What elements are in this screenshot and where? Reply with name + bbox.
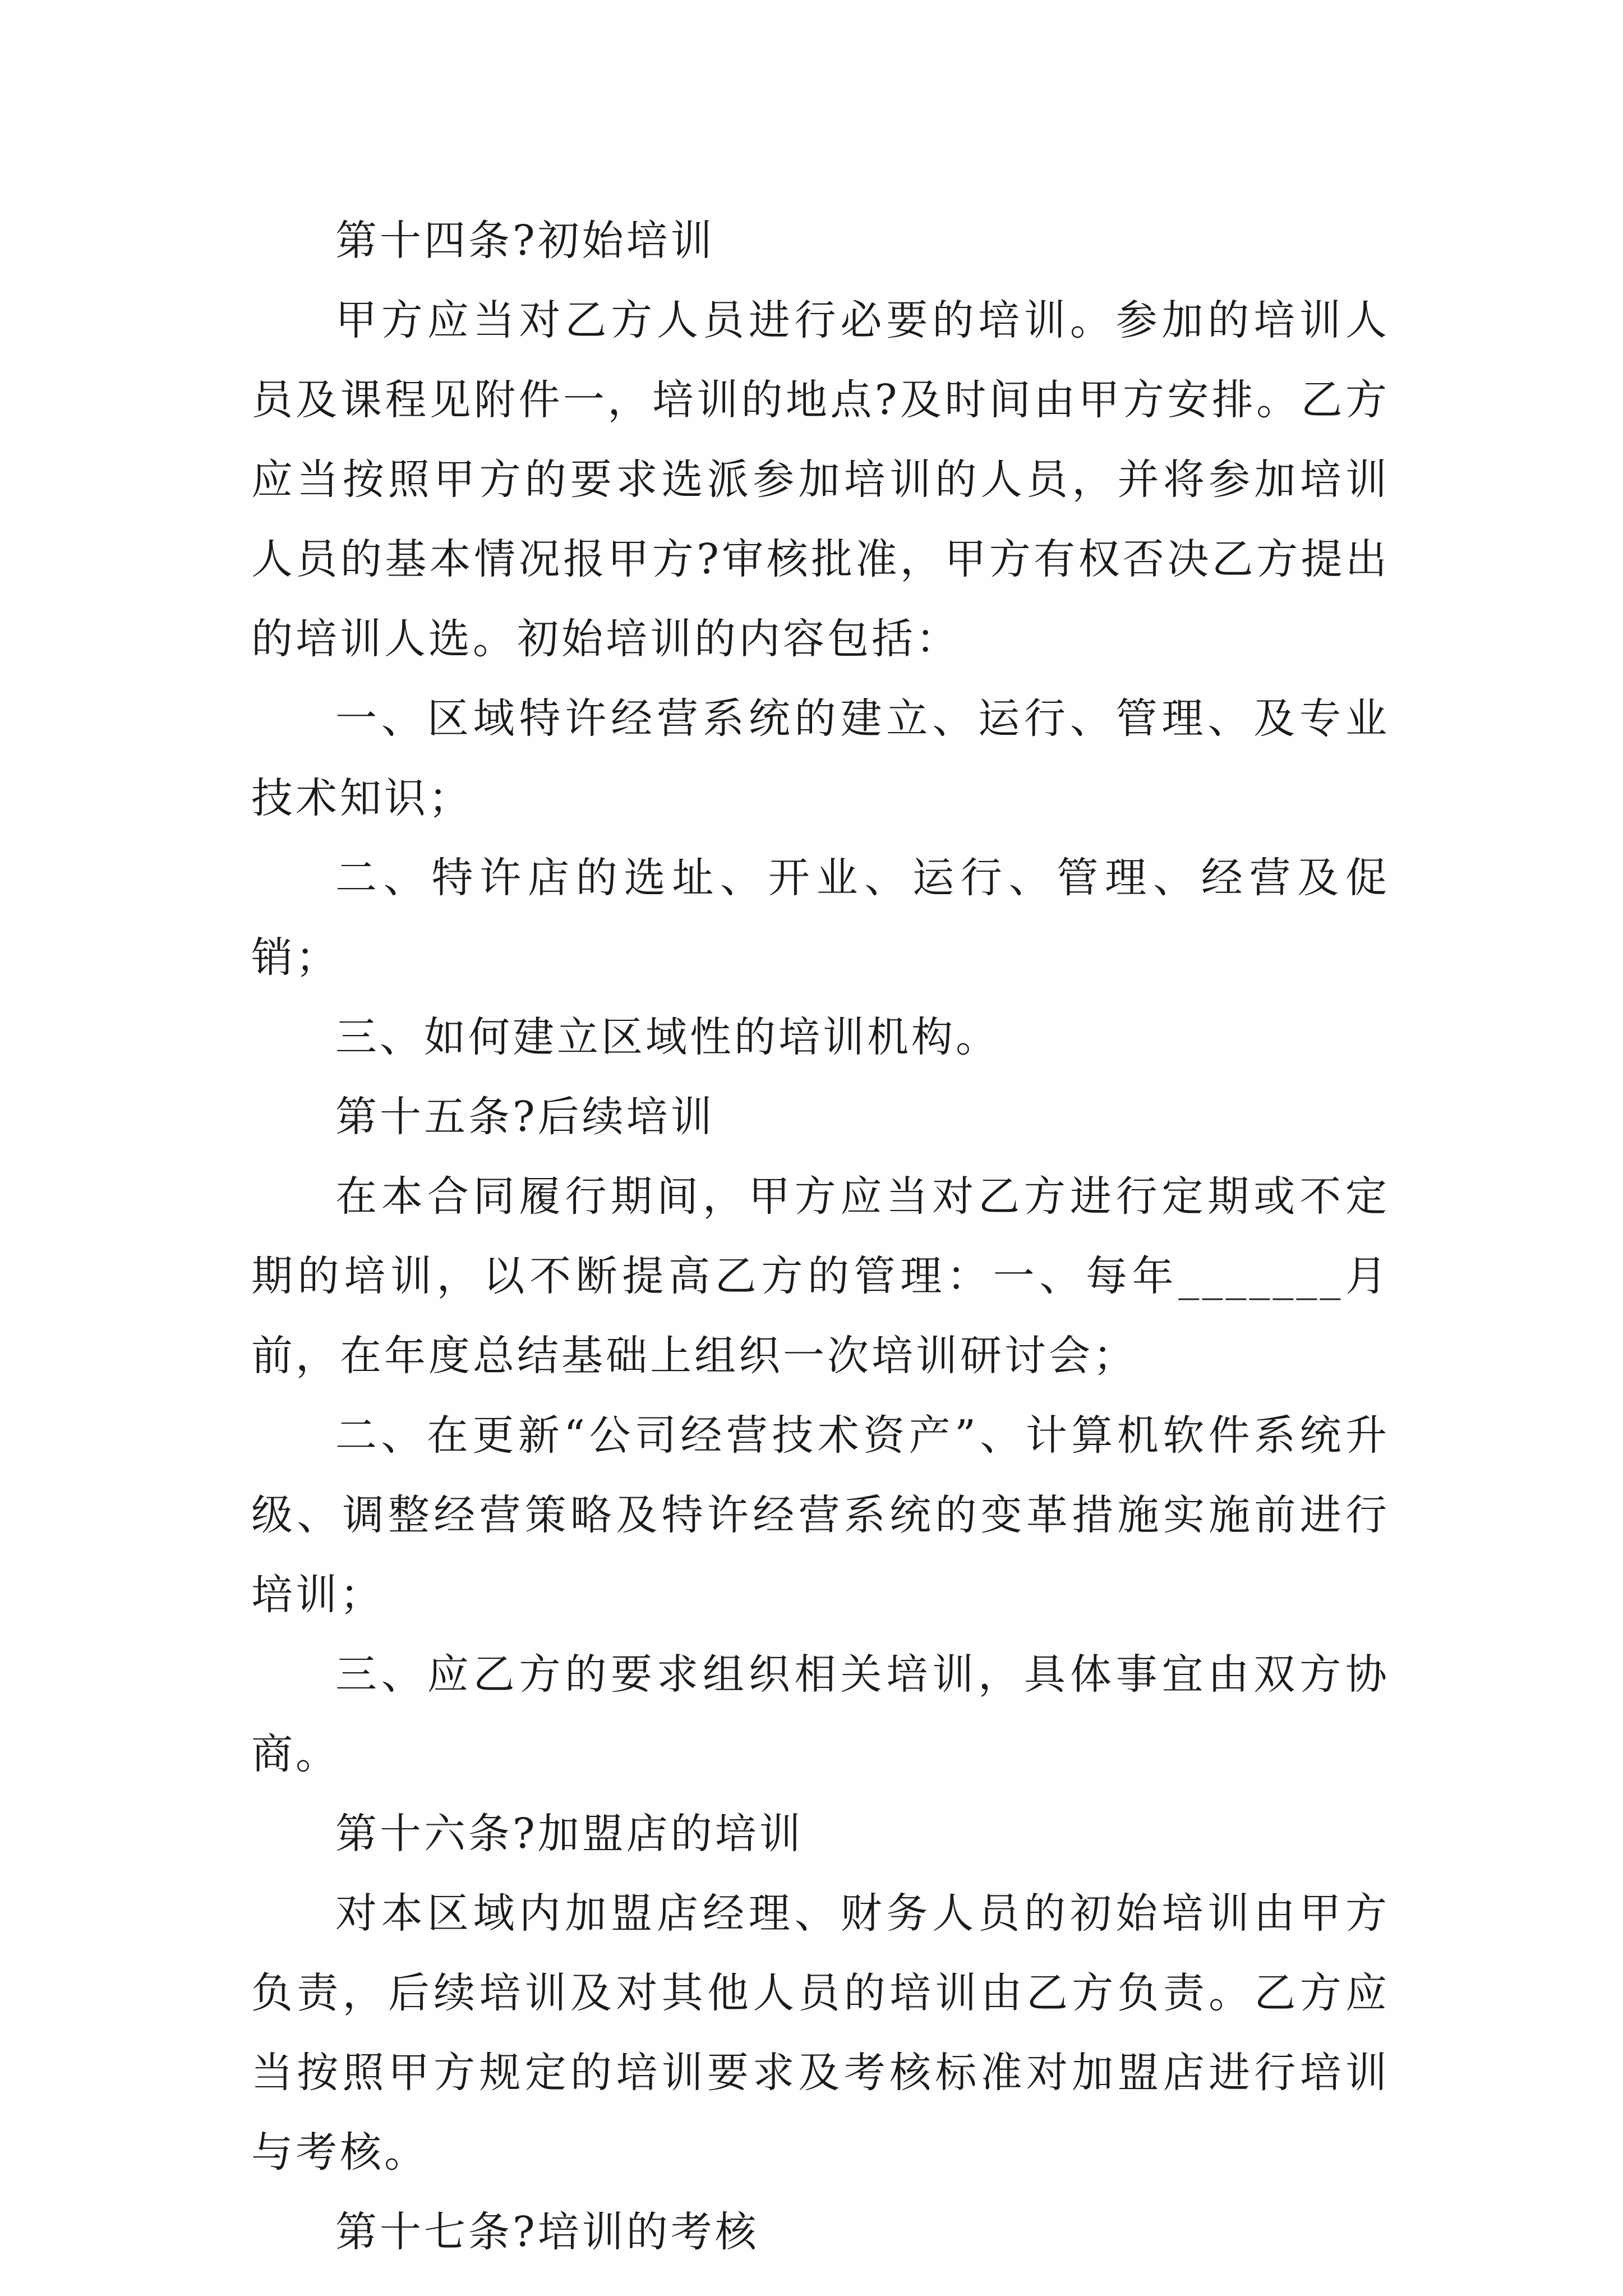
article-16-paragraph: 对本区域内加盟店经理、财务人员的初始培训由甲方负责，后续培训及对其他人员的培训由乙方负责。乙方应当按照甲方规定的培训要求及考核标准对加盟店进行培训与考核。 — [251, 1889, 1390, 2177]
followup-item-3: 三、应乙方的要求组织相关培训，具体事宜由双方协商。 — [251, 1650, 1390, 1778]
article-15-paragraph: 在本合同履行期间，甲方应当对乙方进行定期或不定期的培训，以不断提高乙方的管理：一、每年_______月前，在年度总结基础上组织一次培训研讨会； — [251, 1172, 1390, 1380]
article-14-heading: 第十四条?初始培训 — [335, 217, 715, 265]
article-14-paragraph: 甲方应当对乙方人员进行必要的培训。参加的培训人员及课程见附件一，培训的地点?及时间由甲方安排。乙方应当按照甲方的要求选派参加培训的人员，并将参加培训人员的基本情况报甲方?审核批准，甲方有权否决乙方提出的培训人选。初始培训的内容包括： — [251, 296, 1390, 663]
document-body — [251, 201, 1390, 2272]
training-item-2: 二、特许店的选址、开业、运行、管理、经营及促销； — [251, 854, 1390, 982]
article-16-heading: 第十六条?加盟店的培训 — [335, 1810, 804, 1858]
followup-item-2: 二、在更新“公司经营技术资产”、计算机软件系统升级、调整经营策略及特许经营系统的变革措施实施前进行培训； — [251, 1411, 1390, 1619]
article-17-heading: 第十七条?培训的考核 — [335, 2208, 759, 2256]
training-item-3: 三、如何建立区域性的培训机构。 — [335, 1013, 1000, 1061]
training-item-1: 一、区域特许经营系统的建立、运行、管理、及专业技术知识； — [251, 694, 1390, 822]
article-15-heading: 第十五条?后续培训 — [335, 1093, 715, 1141]
